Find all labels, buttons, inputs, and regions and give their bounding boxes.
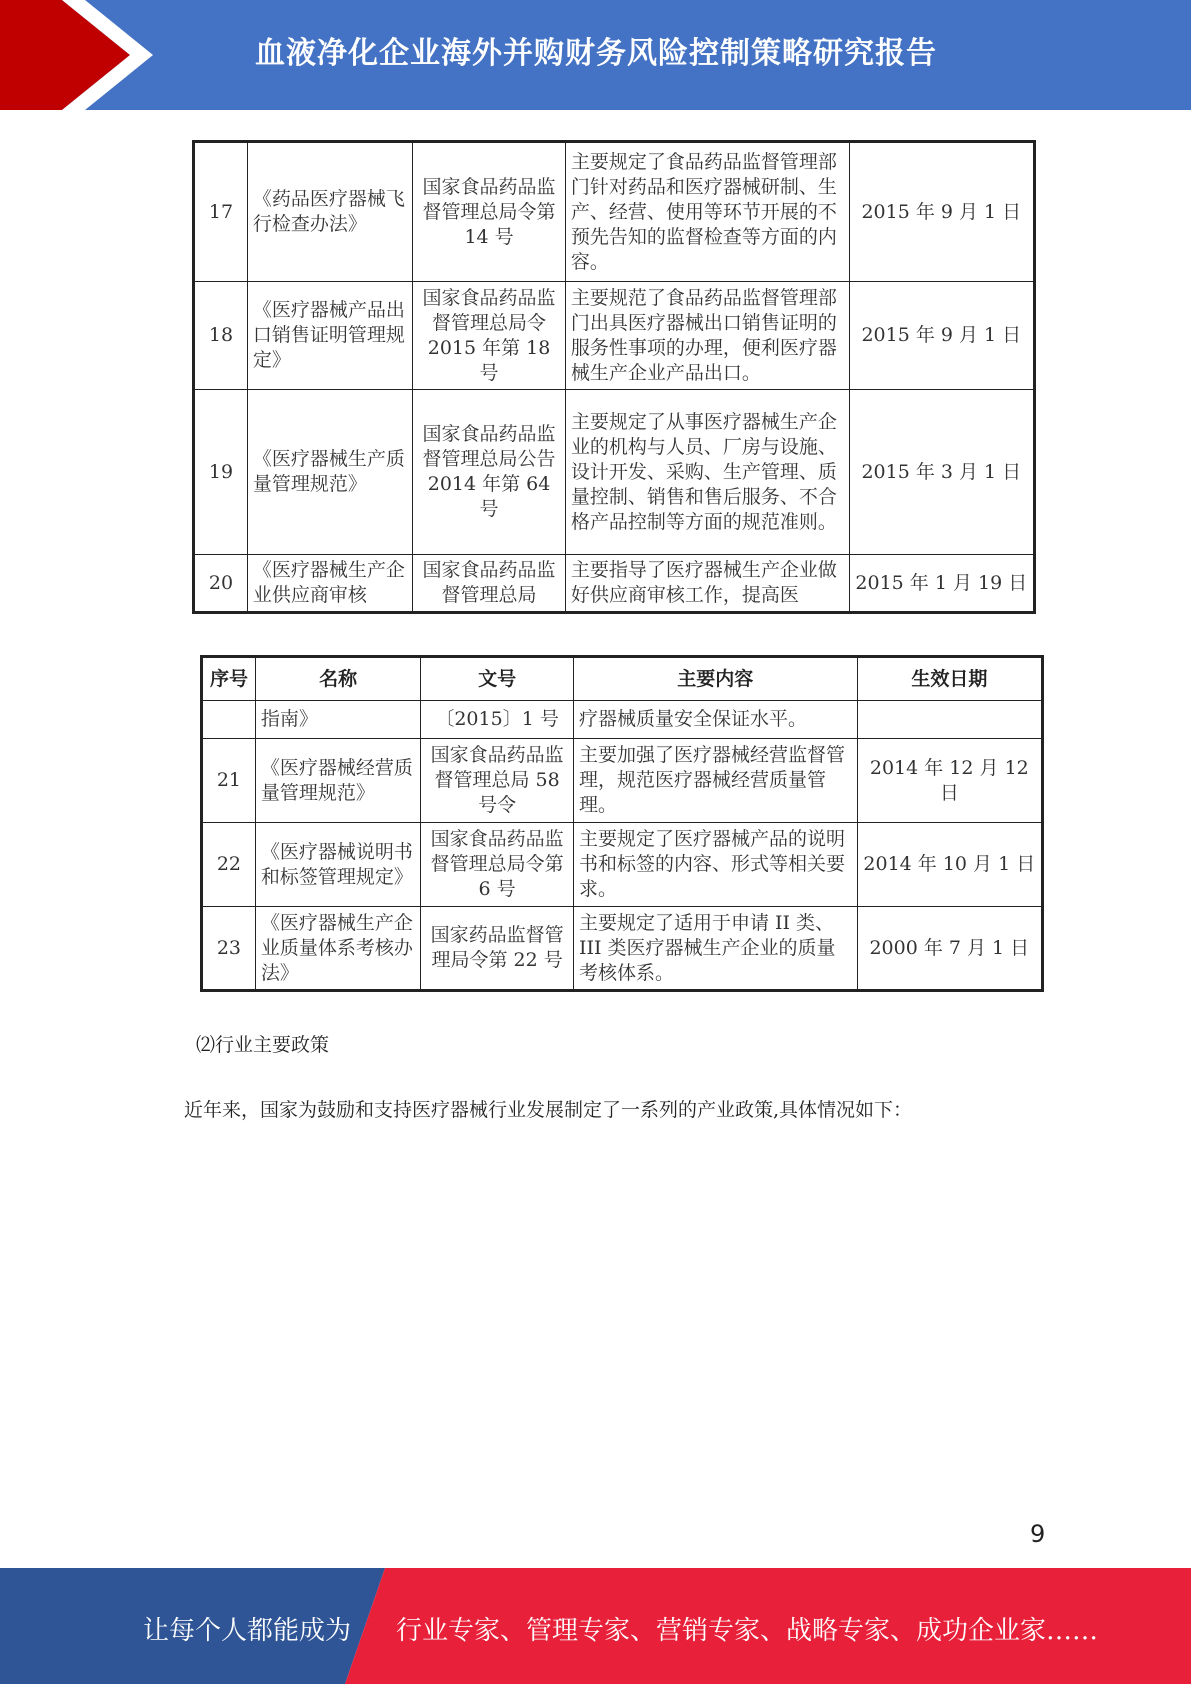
effective-date: 2014 年 10 月 1 日 bbox=[857, 823, 1042, 907]
row-number: 23 bbox=[202, 907, 256, 991]
main-content: 主要规定了从事医疗器械生产企业的机构与人员、厂房与设施、设计开发、采购、生产管理、质量控制、销售和售后服务、不合格产品控制等方面的规范准则。 bbox=[565, 390, 849, 555]
effective-date: 2015 年 9 月 1 日 bbox=[849, 142, 1034, 282]
regulations-table bbox=[200, 655, 1044, 992]
header-no: 序号 bbox=[202, 657, 256, 701]
document-number: 国家食品药品监督管理总局令第 6 号 bbox=[421, 823, 574, 907]
table-row bbox=[194, 390, 1035, 555]
document-number: 国家食品药品监督管理总局令 2015 年第 18 号 bbox=[413, 282, 566, 390]
regulation-name: 《药品医疗器械飞行检查办法》 bbox=[247, 142, 412, 282]
document-number: 国家食品药品监督管理总局 58 号令 bbox=[421, 739, 574, 823]
body-paragraph: 近年来，国家为鼓励和支持医疗器械行业发展制定了一系列的产业政策,具体情况如下： bbox=[184, 1099, 913, 1121]
footer-slogan-right: 行业专家、管理专家、营销专家、战略专家、成功企业家…… bbox=[396, 1616, 1099, 1646]
regulation-name: 《医疗器械经营质量管理规范》 bbox=[255, 739, 420, 823]
report-title: 血液净化企业海外并购财务风险控制策略研究报告 bbox=[255, 36, 937, 71]
document-number: 国家食品药品监督管理总局 bbox=[413, 555, 566, 613]
effective-date: 2014 年 12 月 12 日 bbox=[857, 739, 1042, 823]
regulation-name: 《医疗器械生产企业质量体系考核办法》 bbox=[255, 907, 420, 991]
effective-date: 2015 年 9 月 1 日 bbox=[849, 282, 1034, 390]
row-number: 18 bbox=[194, 282, 248, 390]
document-number: 国家药品监督管理局令第 22 号 bbox=[421, 907, 574, 991]
effective-date: 2015 年 1 月 19 日 bbox=[849, 555, 1034, 613]
table-header-row bbox=[202, 657, 1043, 701]
table-row bbox=[202, 739, 1043, 823]
regulation-name: 指南》 bbox=[255, 701, 420, 739]
regulation-name: 《医疗器械说明书和标签管理规定》 bbox=[255, 823, 420, 907]
document-number: 〔2015〕1 号 bbox=[421, 701, 574, 739]
document-number: 国家食品药品监督管理总局令第 14 号 bbox=[413, 142, 566, 282]
document-number: 国家食品药品监督管理总局公告 2014 年第 64 号 bbox=[413, 390, 566, 555]
main-content: 疗器械质量安全保证水平。 bbox=[573, 701, 857, 739]
effective-date: 2000 年 7 月 1 日 bbox=[857, 907, 1042, 991]
row-number: 17 bbox=[194, 142, 248, 282]
main-content: 主要规定了适用于申请 II 类、III 类医疗器械生产企业的质量考核体系。 bbox=[573, 907, 857, 991]
main-content: 主要规范了食品药品监督管理部门出具医疗器械出口销售证明的服务性事项的办理，便利医疗器械生产企业产品出口。 bbox=[565, 282, 849, 390]
effective-date: 2015 年 3 月 1 日 bbox=[849, 390, 1034, 555]
main-content: 主要指导了医疗器械生产企业做好供应商审核工作，提高医 bbox=[565, 555, 849, 613]
table-row bbox=[194, 142, 1035, 282]
header-name: 名称 bbox=[255, 657, 420, 701]
regulation-name: 《医疗器械生产企业供应商审核 bbox=[247, 555, 412, 613]
table-row bbox=[194, 282, 1035, 390]
table-row bbox=[194, 555, 1035, 613]
page-footer bbox=[0, 1568, 1191, 1684]
main-content: 主要规定了食品药品监督管理部门针对药品和医疗器械研制、生产、经营、使用等环节开展的不预先告知的监督检查等方面的内容。 bbox=[565, 142, 849, 282]
row-number: 22 bbox=[202, 823, 256, 907]
header-date: 生效日期 bbox=[857, 657, 1042, 701]
header-doc: 文号 bbox=[421, 657, 574, 701]
main-content: 主要规定了医疗器械产品的说明书和标签的内容、形式等相关要求。 bbox=[573, 823, 857, 907]
regulations-table-continued bbox=[192, 140, 1036, 614]
section-subheading: ⑵行业主要政策 bbox=[196, 1034, 330, 1056]
regulation-name: 《医疗器械产品出口销售证明管理规定》 bbox=[247, 282, 412, 390]
footer-slogan-left: 让每个人都能成为 bbox=[143, 1616, 352, 1646]
page-number: 9 bbox=[1030, 1520, 1046, 1548]
table-row bbox=[202, 701, 1043, 739]
main-content: 主要加强了医疗器械经营监督管理，规范医疗器械经营质量管理。 bbox=[573, 739, 857, 823]
row-number: 21 bbox=[202, 739, 256, 823]
row-number: 19 bbox=[194, 390, 248, 555]
row-number: 20 bbox=[194, 555, 248, 613]
header-content: 主要内容 bbox=[573, 657, 857, 701]
effective-date bbox=[857, 701, 1042, 739]
table-row bbox=[202, 907, 1043, 991]
page-header bbox=[0, 0, 1191, 110]
regulation-name: 《医疗器械生产质量管理规范》 bbox=[247, 390, 412, 555]
row-number bbox=[202, 701, 256, 739]
table-row bbox=[202, 823, 1043, 907]
